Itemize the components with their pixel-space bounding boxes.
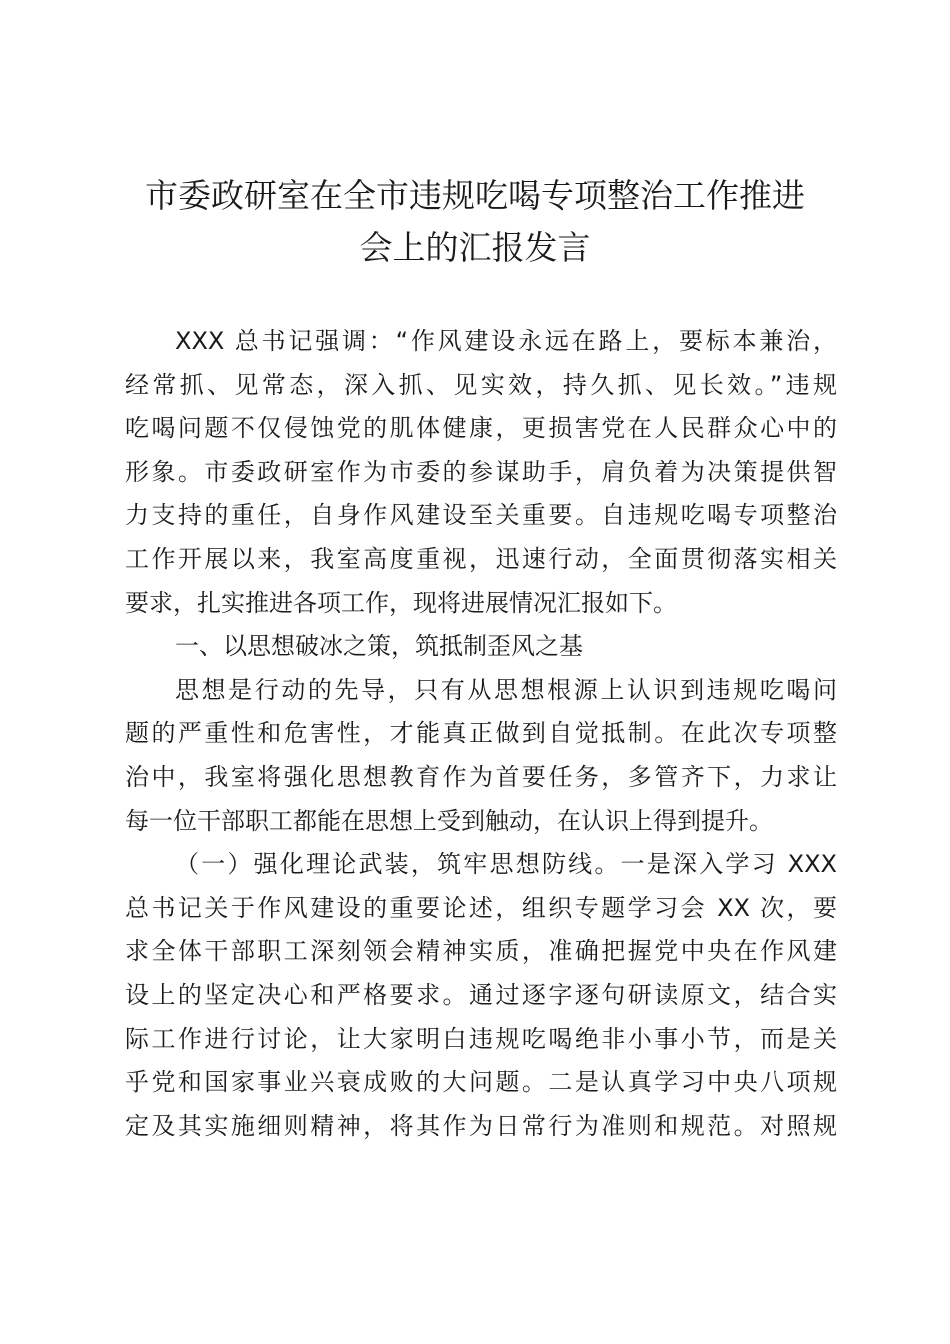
body-text-line: 题的严重性和危害性，才能真正做到自觉抵制。在此次专项整 (125, 719, 837, 748)
body-text-line: 求全体干部职工深刻领会精神实质，准确把握党中央在作风建 (125, 937, 837, 966)
body-text-line: XXX 总书记强调：“作风建设永远在路上，要标本兼治， (175, 327, 837, 355)
body-text-line: 设上的坚定决心和严格要求。通过逐字逐句研读原文，结合实 (125, 980, 837, 1009)
title-line-1: 市委政研室在全市违规吃喝专项整治工作推进 (145, 176, 805, 215)
document-body (125, 320, 837, 1148)
body-text-line: 力支持的重任，自身作风建设至关重要。自违规吃喝专项整治 (125, 501, 837, 530)
body-text-line: 吃喝问题不仅侵蚀党的肌体健康，更损害党在人民群众心中的 (125, 414, 837, 443)
body-text-line: 定及其实施细则精神，将其作为日常行为准则和规范。对照规 (125, 1111, 837, 1140)
body-text-line: 思想是行动的先导，只有从思想根源上认识到违规吃喝问 (175, 675, 837, 704)
title-line-2: 会上的汇报发言 (359, 228, 591, 267)
body-text-line: （一）强化理论武装，筑牢思想防线。一是深入学习 XXX (175, 850, 837, 879)
body-text-line: 要求，扎实推进各项工作，现将进展情况汇报如下。 (125, 588, 677, 617)
body-text-line: 际工作进行讨论，让大家明白违规吃喝绝非小事小节，而是关 (125, 1024, 837, 1053)
body-text-line: 形象。市委政研室作为市委的参谋助手，肩负着为决策提供智 (125, 457, 837, 486)
body-text-line: 总书记关于作风建设的重要论述，组织专题学习会 XX 次，要 (125, 893, 837, 922)
body-text-line: 工作开展以来，我室高度重视，迅速行动，全面贯彻落实相关 (125, 544, 837, 573)
body-text-line: 治中，我室将强化思想教育作为首要任务，多管齐下，力求让 (125, 762, 837, 791)
body-text-line: 每一位干部职工都能在思想上受到触动，在认识上得到提升。 (125, 806, 773, 835)
document-title (110, 170, 840, 274)
body-text-line: 乎党和国家事业兴衰成败的大问题。二是认真学习中央八项规 (125, 1068, 837, 1097)
body-text-line: 经常抓、见常态，深入抓、见实效，持久抓、见长效。”违规 (125, 370, 837, 399)
body-text-line: 一、以思想破冰之策，筑抵制歪风之基 (175, 632, 583, 661)
